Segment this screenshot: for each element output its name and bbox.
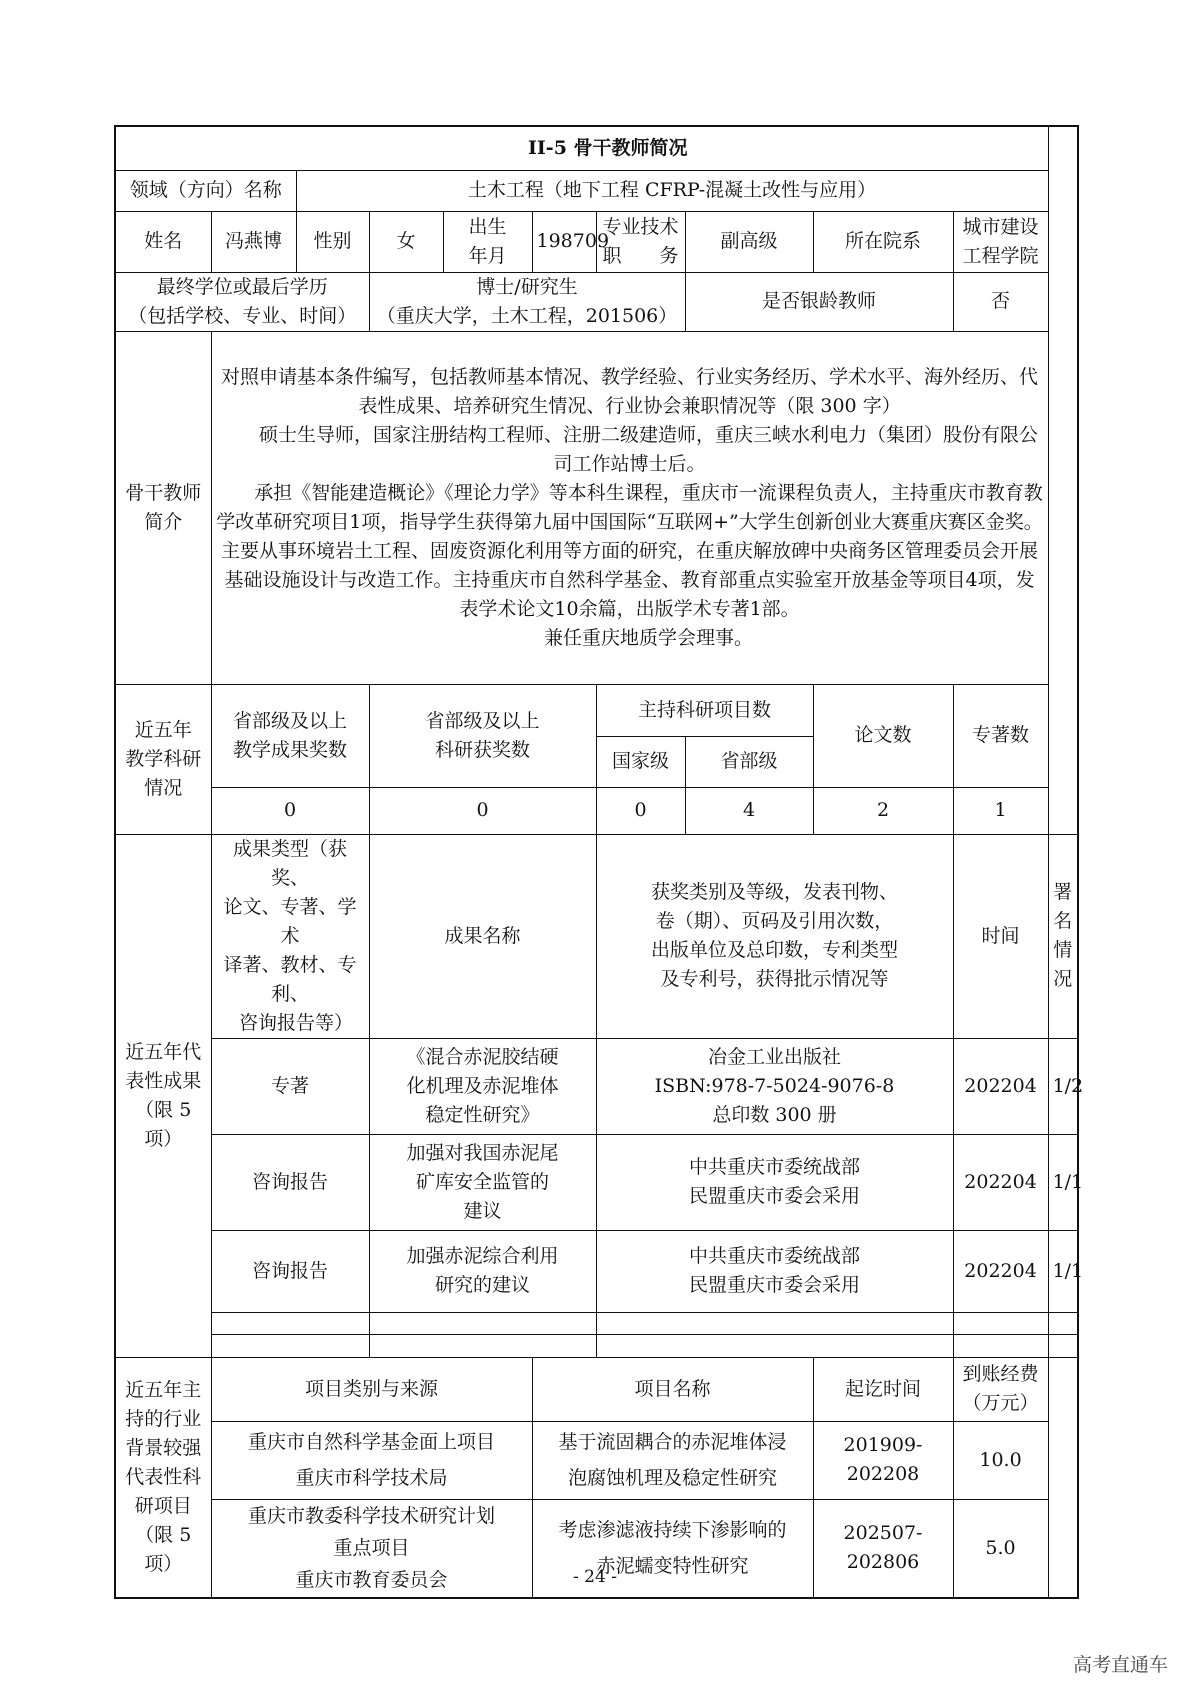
- achievement-name-line: 矿库安全监管的: [415, 1170, 549, 1193]
- stats-header-books: 专著数: [953, 684, 1048, 787]
- name-label: 姓名: [115, 211, 211, 272]
- achievement-row-empty: [115, 1334, 1078, 1357]
- dept-value-line1: 城市建设: [962, 215, 1039, 238]
- header-type-line: 成果类型（获奖、: [232, 837, 347, 889]
- project-source-line: 重庆市教育委员会: [295, 1569, 448, 1592]
- title-label: [596, 211, 685, 272]
- intro-content: [211, 331, 1048, 684]
- projects-label-line: 代表性科: [125, 1465, 202, 1488]
- achievement-type: 咨询报告: [211, 1134, 369, 1230]
- achievement-name-line: 稳定性研究》: [425, 1103, 540, 1126]
- gender-value: 女: [369, 211, 443, 272]
- stats-label: [115, 684, 211, 834]
- dept-value-line2: 工程学院: [962, 244, 1039, 267]
- section-title: II-5 骨干教师简况: [115, 126, 1048, 170]
- achievement-detail-line: 民盟重庆市委会采用: [688, 1274, 860, 1296]
- achievement-time: 202204: [953, 1038, 1048, 1134]
- project-name-line: 赤泥蠕变特性研究: [596, 1555, 749, 1578]
- project-time: 201909-202208: [813, 1421, 953, 1499]
- achievement-sign: 1/1: [1048, 1230, 1078, 1312]
- achievement-name: [369, 1038, 596, 1134]
- degree-label: [115, 272, 369, 331]
- empty-cell: [211, 1334, 369, 1357]
- intro-instruction: 对照申请基本条件编写，包括教师基本情况、教学经验、行业实务经历、学术水平、海外经历、代表性成果、培养研究生情况、行业协会兼职情况等（限 300 字）: [221, 365, 1039, 417]
- achievement-detail-line: ISBN:978-7-5024-9076-8: [654, 1074, 895, 1097]
- achievement-type: 专著: [211, 1038, 369, 1134]
- stats-value-books: 1: [953, 787, 1048, 834]
- achievement-detail-line: 冶金工业出版社: [707, 1045, 841, 1068]
- achievements-header-detail: [596, 834, 953, 1038]
- dept-label: 所在院系: [813, 211, 953, 272]
- project-source-line: 重庆市科学技术局: [295, 1467, 448, 1489]
- degree-label-line1: 最终学位或最后学历: [156, 275, 328, 298]
- stats-value-provincial: 4: [685, 787, 813, 834]
- birth-value: 198709: [532, 211, 596, 272]
- achievement-name-line: 加强赤泥综合利用: [406, 1245, 559, 1267]
- header-type-line: 咨询报告等）: [238, 1011, 353, 1034]
- achievement-detail-line: 民盟重庆市委会采用: [688, 1185, 860, 1207]
- title-label-line1: 专业技术: [602, 215, 679, 238]
- projects-label-line: 近五年主: [125, 1378, 202, 1401]
- degree-value-line2: （重庆大学，土木工程，201506）: [376, 304, 678, 327]
- intro-label-line1: 骨干教师: [125, 481, 202, 504]
- projects-header-fund-line2: （万元）: [962, 1392, 1039, 1414]
- field-label: 领域（方向）名称: [115, 170, 296, 211]
- stats-header-papers: 论文数: [813, 684, 953, 787]
- project-name-line: 基于流固耦合的赤泥堆体浸: [558, 1431, 787, 1453]
- projects-header-name: 项目名称: [532, 1357, 813, 1421]
- empty-cell: [596, 1334, 953, 1357]
- teacher-profile-form: [114, 125, 1084, 1599]
- project-source-line: 重庆市自然科学基金面上项目: [247, 1431, 495, 1453]
- projects-header-source: 项目类别与来源: [211, 1357, 532, 1421]
- stats-value-teaching-awards: 0: [211, 787, 369, 834]
- stats-header-projects: 主持科研项目数: [596, 684, 813, 736]
- stats-header-research-line1: 省部级及以上: [425, 709, 540, 732]
- achievements-label-line2: 表性成果: [125, 1069, 202, 1092]
- stats-value-national: 0: [596, 787, 685, 834]
- header-detail-line: 及专利号，获得批示情况等: [660, 968, 889, 990]
- field-value: 土木工程（地下工程 CFRP-混凝土改性与应用）: [296, 170, 1048, 211]
- achievement-row: [115, 1134, 1078, 1230]
- stats-header-teaching-line1: 省部级及以上: [232, 709, 347, 732]
- achievement-name-line: 《混合赤泥胶结硬: [406, 1045, 559, 1068]
- stats-header-national: 国家级: [596, 736, 685, 787]
- achievement-time: 202204: [953, 1230, 1048, 1312]
- stats-header-teaching-awards: [211, 684, 369, 787]
- birth-label-line2: 年月: [468, 244, 507, 267]
- empty-cell: [1048, 1334, 1078, 1357]
- achievement-sign: 1/2: [1048, 1038, 1078, 1134]
- achievement-name: [369, 1230, 596, 1312]
- stats-label-line2: 教学科研: [125, 747, 202, 770]
- stats-label-line3: 情况: [144, 776, 183, 799]
- project-source: [211, 1421, 532, 1499]
- achievement-sign: 1/1: [1048, 1134, 1078, 1230]
- achievement-detail-line: 中共重庆市委统战部: [688, 1245, 860, 1267]
- achievements-header-time: 时间: [953, 834, 1048, 1038]
- empty-cell: [211, 1312, 369, 1334]
- header-detail-line: 获奖类别及等级，发表刊物、: [650, 881, 898, 903]
- projects-header-fund-line1: 到账经费: [962, 1363, 1039, 1385]
- empty-cell: [369, 1334, 596, 1357]
- intro-label: [115, 331, 211, 684]
- intro-paragraph-1: 硕士生导师，国家注册结构工程师、注册二级建造师，重庆三峡水利电力（集团）股份有限公司工作站博士后。: [259, 423, 1039, 475]
- header-detail-line: 卷（期）、页码及引用次数，: [655, 910, 894, 932]
- achievements-header-type: [211, 834, 369, 1038]
- intro-paragraph-2: 承担《智能建造概论》《理论力学》等本科生课程，重庆市一流课程负责人，主持重庆市教育教学改革研究项目1项，指导学生获得第九届中国国际“互联网+”大学生创新创业大赛重庆赛区金奖。主要从事环境岩土工程、固废资源化利用等方面的研究，在重庆解放碑中央商务区管理委员会开展基础设施设计与改造工作。主持重庆市自然科学基金、教育部重点实验室开放基金等项目4项，发表学术论文10余篇，出版学术专著1部。: [216, 481, 1043, 620]
- name-value: 冯燕博: [211, 211, 296, 272]
- achievement-name-line: 研究的建议: [434, 1274, 530, 1296]
- achievement-name-line: 加强对我国赤泥尾: [406, 1141, 559, 1164]
- birth-label-line1: 出生: [468, 215, 507, 238]
- degree-value: [369, 272, 685, 331]
- senior-teacher-label: 是否银龄教师: [685, 272, 953, 331]
- projects-header-fund: [953, 1357, 1048, 1421]
- achievement-name-line: 化机理及赤泥堆体: [406, 1074, 559, 1097]
- project-source-line: 重庆市教委科学技术研究计划: [247, 1505, 495, 1528]
- header-detail-line: 出版单位及总印数，专利类型: [650, 939, 898, 961]
- degree-value-line1: 博士/研究生: [476, 275, 578, 298]
- intro-paragraph-3: 兼任重庆地质学会理事。: [544, 626, 754, 649]
- title-value: 副高级: [685, 211, 813, 272]
- achievement-detail-line: 总印数 300 册: [712, 1103, 837, 1126]
- empty-cell: [953, 1334, 1048, 1357]
- achievement-type: 咨询报告: [211, 1230, 369, 1312]
- stats-value-papers: 2: [813, 787, 953, 834]
- project-row: [115, 1421, 1078, 1499]
- watermark: 高考直通车: [1072, 1654, 1168, 1676]
- project-time: 202507-202806: [813, 1499, 953, 1598]
- project-source-line: 重点项目: [333, 1537, 410, 1560]
- achievement-detail: [596, 1134, 953, 1230]
- empty-cell: [1048, 1312, 1078, 1334]
- header-type-line: 论文、专著、学术: [223, 895, 357, 947]
- achievement-row: [115, 1038, 1078, 1134]
- achievement-time: 202204: [953, 1134, 1048, 1230]
- project-fund: 5.0: [953, 1499, 1048, 1598]
- stats-header-research-line2: 科研获奖数: [434, 738, 530, 761]
- birth-label: [443, 211, 532, 272]
- projects-header-time: 起讫时间: [813, 1357, 953, 1421]
- project-name: [532, 1421, 813, 1499]
- project-fund: 10.0: [953, 1421, 1048, 1499]
- achievement-row: [115, 1230, 1078, 1312]
- achievement-name: [369, 1134, 596, 1230]
- stats-label-line1: 近五年: [134, 718, 192, 741]
- achievement-detail: [596, 1038, 953, 1134]
- projects-label-line: 持的行业: [125, 1407, 202, 1430]
- stats-header-teaching-line2: 教学成果奖数: [232, 738, 347, 761]
- senior-teacher-value: 否: [953, 272, 1048, 331]
- gender-label: 性别: [296, 211, 369, 272]
- project-name-line: 考虑渗滤液持续下渗影响的: [558, 1519, 787, 1542]
- dept-value: [953, 211, 1048, 272]
- achievement-name-line: 建议: [463, 1199, 502, 1222]
- projects-label: [115, 1357, 211, 1598]
- title-label-line2: 职 务: [602, 244, 679, 267]
- page-number: - 24 -: [573, 1567, 617, 1587]
- achievements-label-line1: 近五年代: [125, 1040, 202, 1063]
- projects-label-line: 研项目: [134, 1494, 192, 1517]
- empty-cell: [369, 1312, 596, 1334]
- achievements-label: [115, 834, 211, 1357]
- empty-cell: [953, 1312, 1048, 1334]
- header-type-line: 译著、教材、专利、: [223, 953, 357, 1005]
- project-name-line: 泡腐蚀机理及稳定性研究: [567, 1467, 777, 1489]
- achievements-label-line3: （限 5 项）: [135, 1098, 192, 1150]
- achievements-header-name: 成果名称: [369, 834, 596, 1038]
- stats-header-provincial: 省部级: [685, 736, 813, 787]
- intro-label-line2: 简介: [144, 510, 183, 533]
- stats-header-research-awards: [369, 684, 596, 787]
- stats-value-research-awards: 0: [369, 787, 596, 834]
- achievement-row-empty: [115, 1312, 1078, 1334]
- achievements-header-sign: 署名情况: [1048, 834, 1078, 1038]
- projects-label-line: 背景较强: [125, 1436, 202, 1459]
- projects-label-line: （限 5 项）: [135, 1523, 192, 1575]
- achievement-detail-line: 中共重庆市委统战部: [688, 1156, 860, 1178]
- degree-label-line2: （包括学校、专业、时间）: [128, 304, 357, 327]
- empty-cell: [596, 1312, 953, 1334]
- achievement-detail: [596, 1230, 953, 1312]
